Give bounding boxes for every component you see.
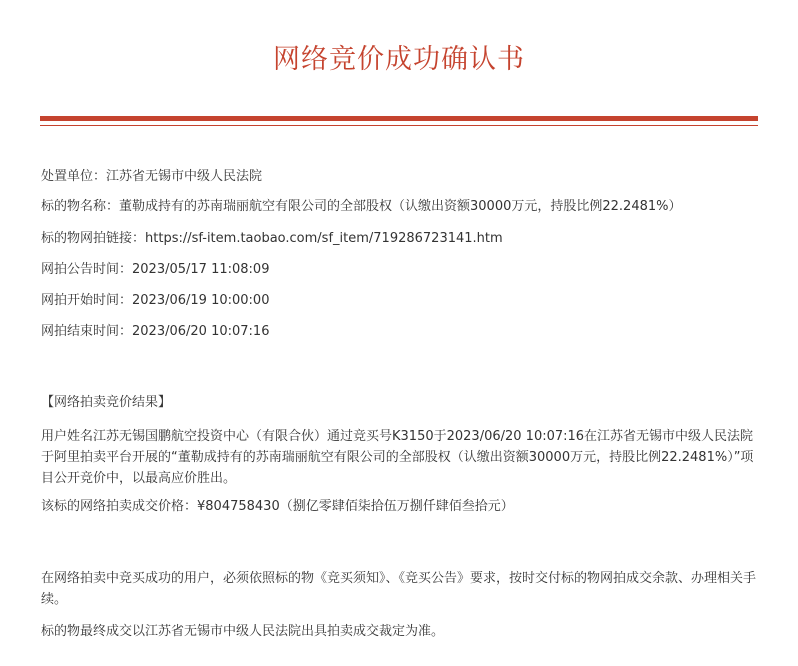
note-final-ruling: 标的物最终成交以江苏省无锡市中级人民法院出具拍卖成交裁定为准。 bbox=[41, 624, 445, 639]
info-value: 2023/06/20 10:07:16 bbox=[132, 324, 270, 339]
result-heading: 【网络拍卖竞价结果】 bbox=[41, 395, 172, 410]
result-paragraph: 用户姓名江苏无锡国鹏航空投资中心（有限合伙）通过竞买号K3150于2023/06/20 10:07:16在江苏省无锡市中级人民法院于阿里拍卖平台开展的“董勒成持有的苏南瑞丽航空有限公司的全部股权（认缴出资额30000万元，持股比例22.2481%）”项目公开竞价中，以最高应价胜出。 bbox=[41, 429, 754, 486]
auction-link[interactable]: https://sf-item.taobao.com/sf_item/719286723141.htm bbox=[145, 231, 503, 246]
info-value: 江苏省无锡市中级人民法院 bbox=[106, 169, 263, 184]
info-label: 标的物名称： bbox=[41, 199, 120, 214]
info-value: 2023/05/17 11:08:09 bbox=[132, 262, 270, 277]
info-label: 网拍公告时间： bbox=[41, 262, 133, 277]
info-label: 网拍开始时间： bbox=[41, 293, 133, 308]
document-title: 网络竞价成功确认书 bbox=[273, 44, 525, 75]
info-value: 董勒成持有的苏南瑞丽航空有限公司的全部股权（认缴出资额30000万元，持股比例22.2481%） bbox=[119, 199, 682, 214]
info-value: 2023/06/19 10:00:00 bbox=[132, 293, 270, 308]
info-label: 处置单位： bbox=[41, 169, 107, 184]
info-row-auction-link bbox=[41, 229, 503, 249]
title-divider-thin bbox=[40, 125, 758, 126]
info-label: 网拍结束时间： bbox=[41, 324, 133, 339]
info-row-subject-name bbox=[41, 197, 681, 217]
info-row-start-time bbox=[41, 291, 269, 311]
final-price-line: 该标的网络拍卖成交价格：¥804758430（捌亿零肆佰柒拾伍万捌仟肆佰叁拾元） bbox=[41, 499, 514, 514]
info-row-announcement-time bbox=[41, 260, 269, 280]
info-row-disposal-unit bbox=[41, 167, 262, 187]
info-label: 标的物网拍链接： bbox=[41, 231, 146, 246]
note-payment-requirements: 在网络拍卖中竞买成功的用户，必须依照标的物《竞买须知》、《竞买公告》要求，按时交付标的物网拍成交余款、办理相关手续。 bbox=[41, 571, 757, 607]
title-divider-thick bbox=[40, 116, 758, 121]
info-row-end-time bbox=[41, 322, 269, 342]
